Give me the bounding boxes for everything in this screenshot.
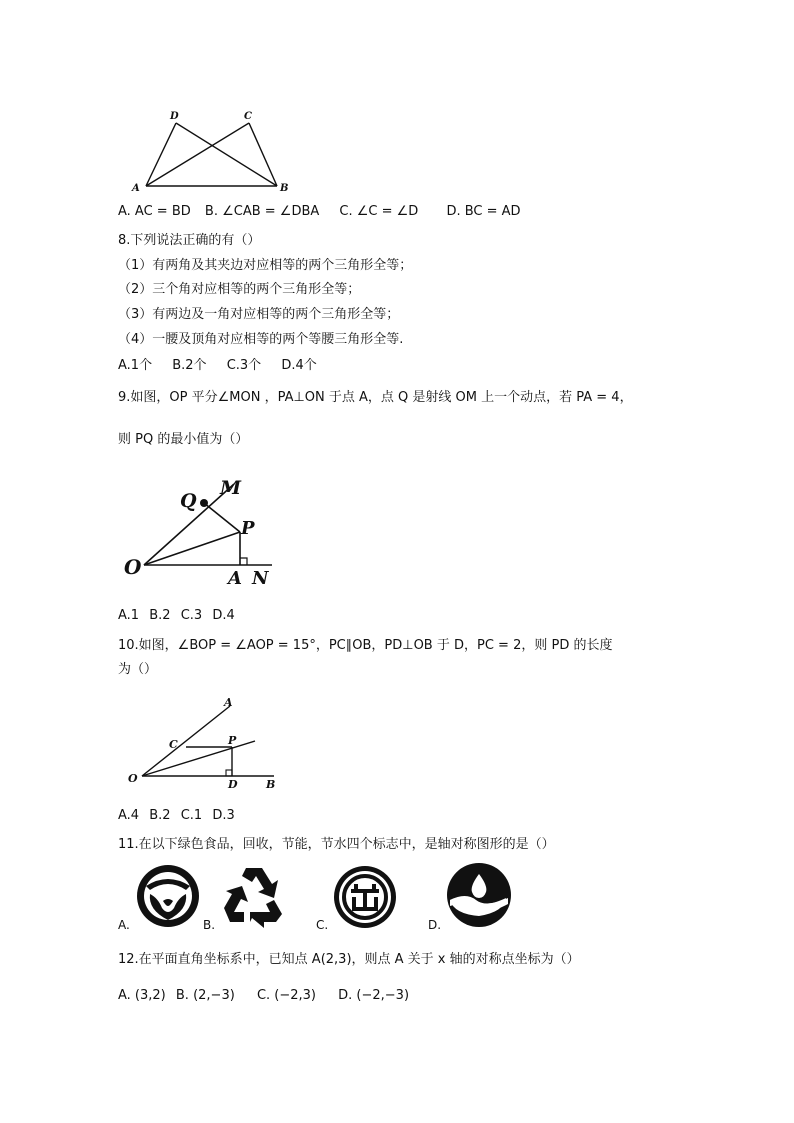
q10-option-d[interactable]: D.3 — [212, 808, 235, 823]
ray-oa — [142, 706, 230, 776]
label-m: M — [220, 477, 242, 499]
point-q-dot — [200, 499, 208, 507]
segment-qp — [204, 503, 240, 532]
water-saving-logo-icon — [446, 862, 512, 928]
q10-stem-line2: 为（） — [118, 662, 158, 677]
figure-q7-quadrilateral — [128, 105, 298, 200]
label-b: B — [266, 778, 276, 791]
q9-options — [118, 608, 245, 623]
q11-option-a-label[interactable]: A. — [118, 918, 130, 932]
segment-db — [176, 123, 277, 186]
q9-option-c[interactable]: C.3 — [180, 608, 203, 623]
q7-options — [118, 204, 531, 219]
ray-op — [142, 741, 255, 776]
q8-item-2: （2）三个角对应相等的两个三角形全等； — [118, 282, 361, 297]
energy-saving-logo-icon — [332, 864, 398, 930]
q9-option-b[interactable]: B.2 — [149, 608, 171, 623]
q12-option-c[interactable]: C. (−2,3) — [256, 988, 316, 1003]
right-angle-mark — [240, 558, 247, 565]
q8-stem: 8.下列说法正确的有（） — [118, 233, 261, 248]
green-food-logo-icon — [136, 864, 200, 928]
q7-option-c[interactable]: C. ∠C = ∠D — [339, 204, 419, 219]
q10-option-c[interactable]: C.1 — [180, 808, 203, 823]
q10-option-b[interactable]: B.2 — [149, 808, 171, 823]
q8-option-d[interactable]: D.4个 — [281, 358, 317, 373]
label-b: B — [280, 183, 289, 194]
q11-option-d-label[interactable]: D. — [428, 918, 442, 932]
label-o: O — [128, 772, 138, 785]
label-a: A — [224, 696, 233, 709]
q8-option-a[interactable]: A.1个 — [118, 358, 153, 373]
right-angle-mark — [226, 770, 232, 776]
label-d: D — [170, 111, 179, 122]
q8-item-1: （1）有两角及其夹边对应相等的两个三角形全等； — [118, 258, 413, 273]
q10-option-a[interactable]: A.4 — [118, 808, 140, 823]
recycle-logo-icon — [220, 864, 288, 928]
q7-option-a[interactable]: A. AC = BD — [118, 204, 191, 219]
label-d: D — [228, 778, 238, 791]
label-p: P — [228, 734, 237, 747]
label-o: O — [124, 555, 142, 579]
label-c: C — [244, 111, 252, 122]
label-a: A — [228, 568, 242, 589]
q11-stem: 11.在以下绿色食品，回收，节能，节水四个标志中，是轴对称图形的是（） — [118, 837, 555, 852]
q9-option-a[interactable]: A.1 — [118, 608, 140, 623]
q10-stem-line1: 10.如图，∠BOP = ∠AOP = 15°，PC∥OB，PD⊥OB 于 D，PC = 2，则 PD 的长度 — [118, 638, 613, 653]
q12-stem: 12.在平面直角坐标系中，已知点 A(2,3)，则点 A 关于 x 轴的对称点坐标为（） — [118, 952, 580, 967]
q8-option-b[interactable]: B.2个 — [172, 358, 207, 373]
q7-option-d[interactable]: D. BC = AD — [446, 204, 521, 219]
q11-option-c-label[interactable]: C. — [316, 918, 329, 932]
figure-q10 — [124, 694, 284, 794]
q12-options — [118, 988, 419, 1003]
q9-option-d[interactable]: D.4 — [212, 608, 235, 623]
q9-stem-line1: 9.如图，OP 平分∠MON ，PA⊥ON 于点 A，点 Q 是射线 OM 上一个动点，若 PA = 4， — [118, 390, 633, 405]
q8-option-c[interactable]: C.3个 — [226, 358, 262, 373]
q12-option-d[interactable]: D. (−2,−3) — [338, 988, 410, 1003]
label-q: Q — [180, 490, 197, 512]
q8-item-4: （4）一腰及顶角对应相等的两个等腰三角形全等. — [118, 332, 404, 347]
label-c: C — [169, 738, 178, 751]
figure-q9 — [122, 474, 282, 589]
label-n: N — [252, 568, 269, 589]
segment-op — [144, 532, 240, 565]
q8-options — [118, 354, 327, 373]
q12-option-a[interactable]: A. (3,2) — [118, 988, 166, 1003]
q9-stem-line2: 则 PQ 的最小值为（） — [118, 432, 249, 447]
label-p: P — [241, 518, 255, 539]
q8-item-3: （3）有两边及一角对应相等的两个三角形全等； — [118, 307, 400, 322]
q7-option-b[interactable]: B. ∠CAB = ∠DBA — [204, 204, 320, 219]
q10-options — [118, 808, 245, 823]
label-a: A — [132, 183, 140, 194]
q12-option-b[interactable]: B. (2,−3) — [175, 988, 235, 1003]
q11-option-b-label[interactable]: B. — [203, 918, 216, 932]
